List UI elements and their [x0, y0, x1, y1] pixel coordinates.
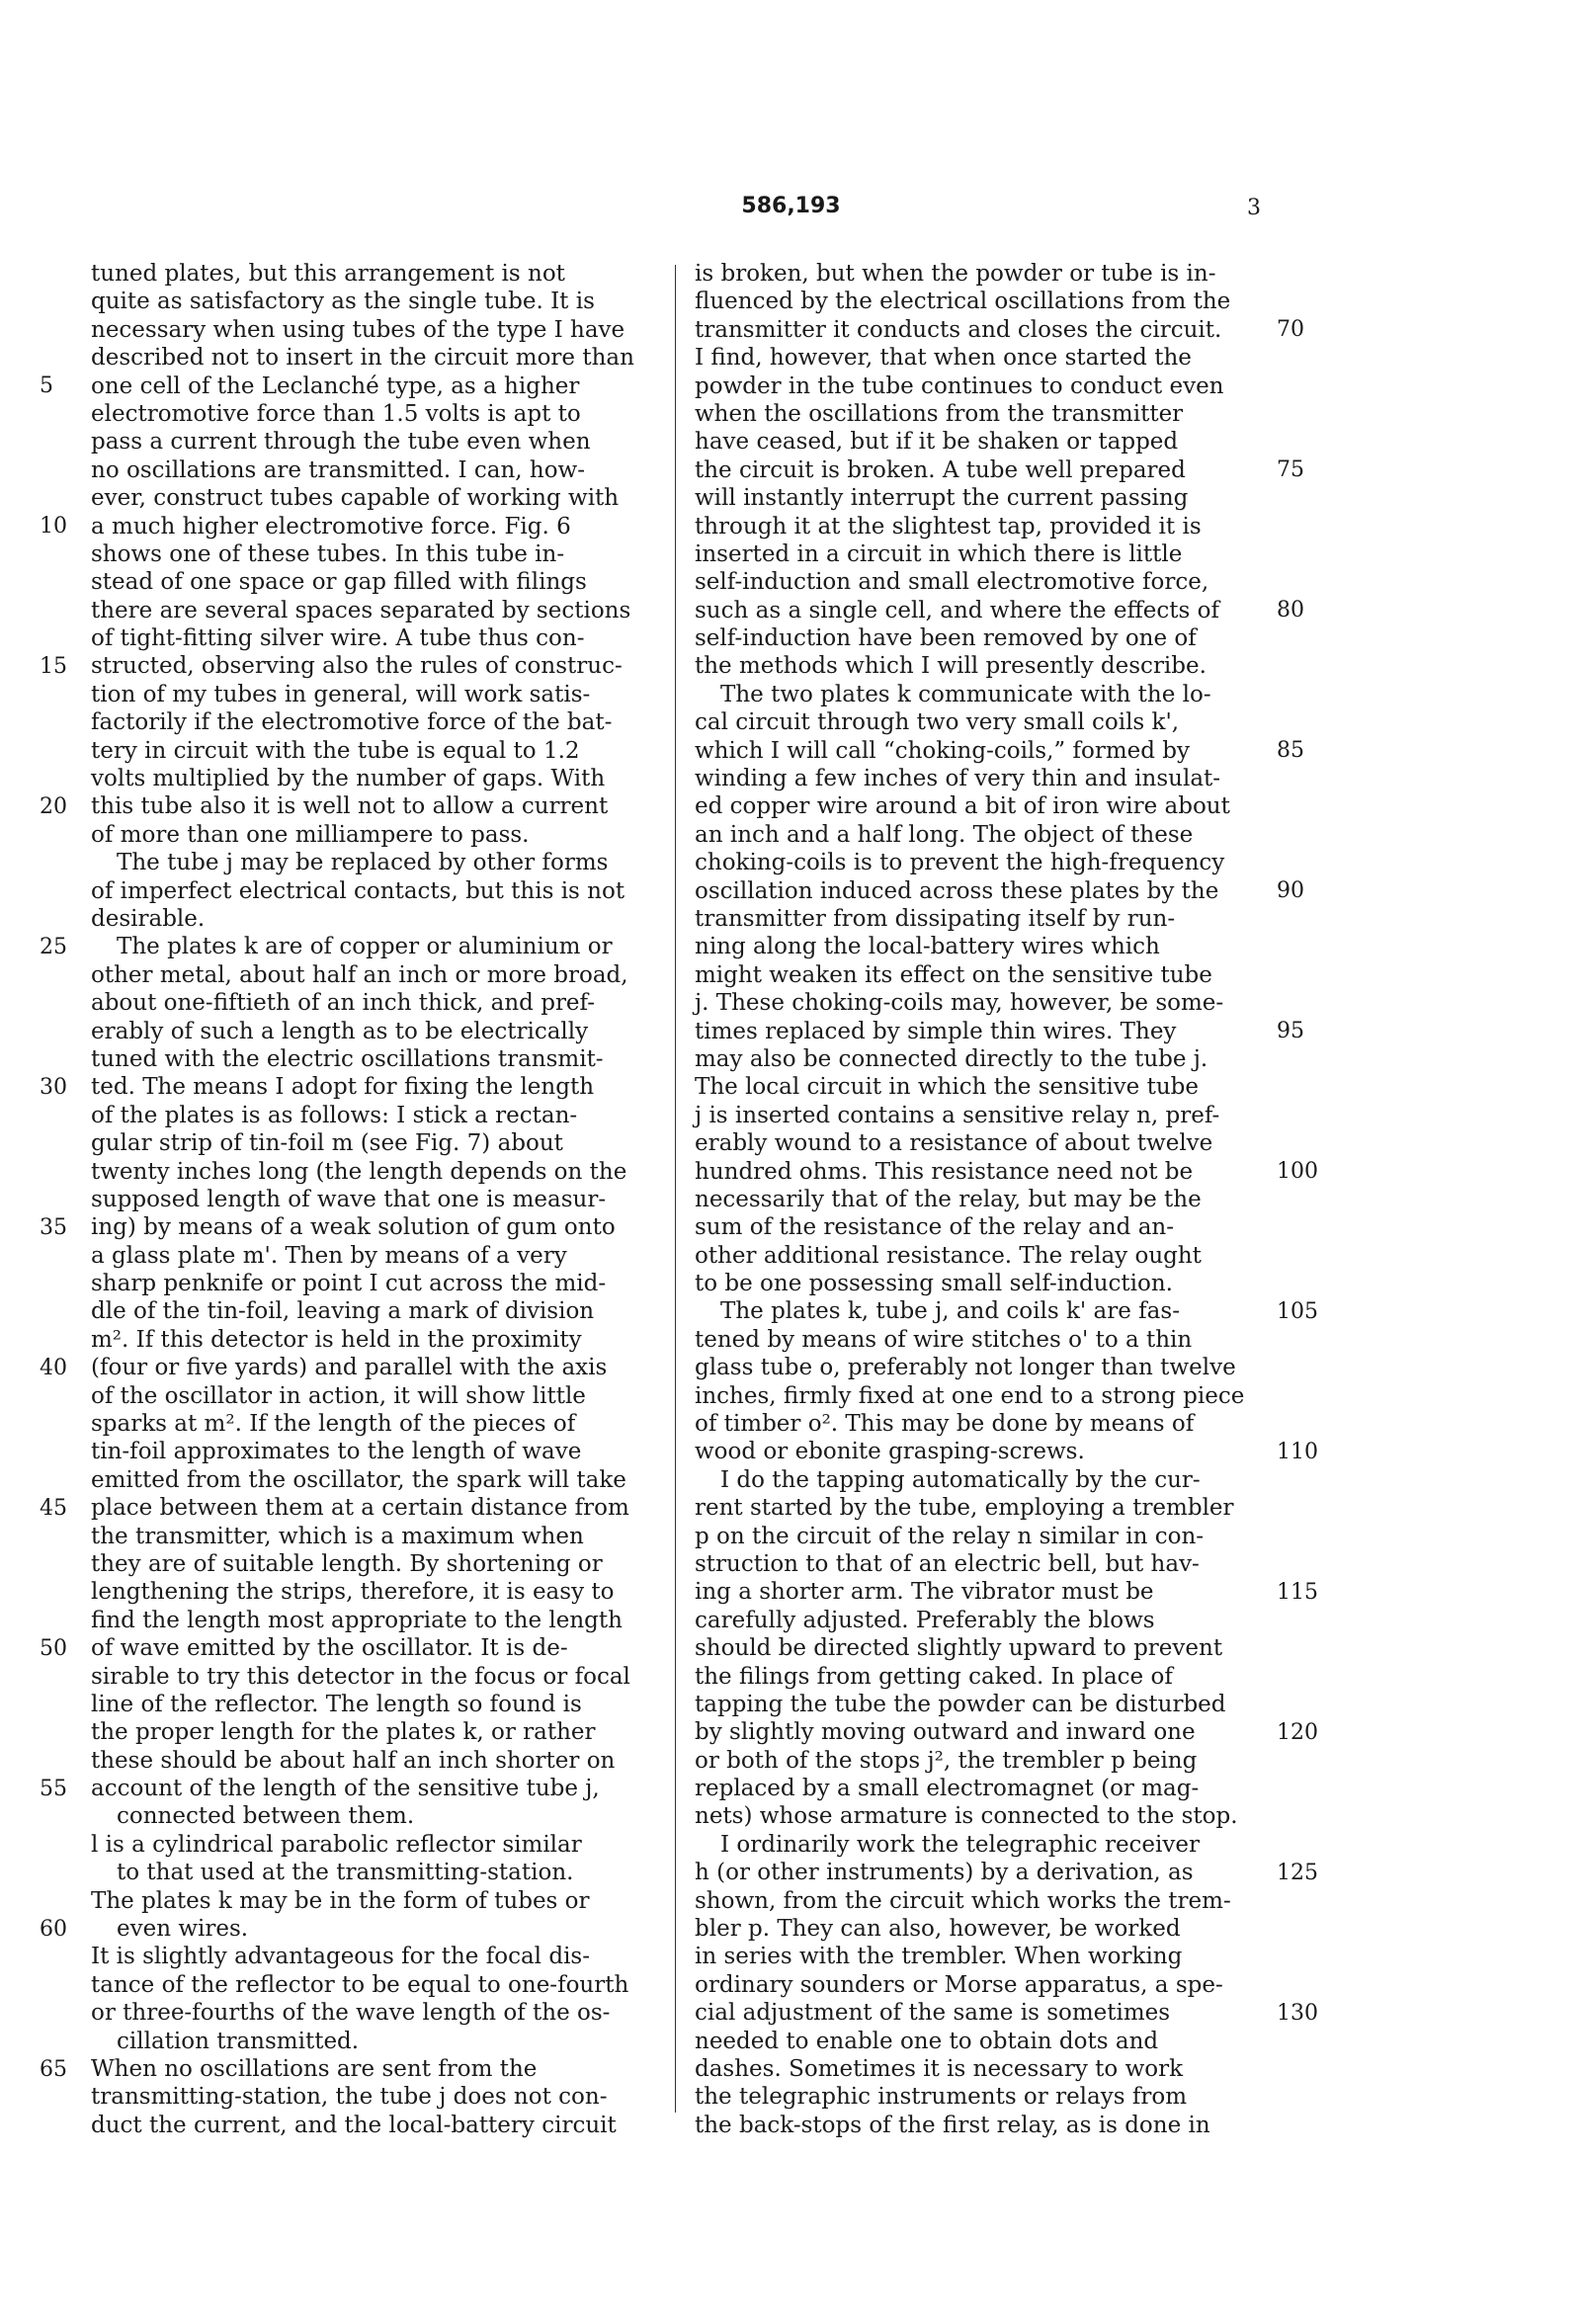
text-line: glass tube o, preferably not longer than twelve — [695, 1355, 1236, 1381]
text-line: the filings from getting caked. In place of — [695, 1663, 1173, 1690]
text-line: carefully adjusted. Preferably the blows — [695, 1607, 1155, 1633]
line-number: 30 — [40, 1074, 67, 1100]
text-line: replaced by a small electromagnet (or mag- — [695, 1776, 1200, 1802]
text-line: of wave emitted by the oscillator. It is de- — [91, 1635, 568, 1662]
text-line: bler p. They can also, however, be worked — [695, 1916, 1181, 1943]
text-line: ordinary sounders or Morse apparatus, a spe- — [695, 1971, 1223, 1998]
line-number: 95 — [1277, 1018, 1304, 1043]
text-line: I find, however, that when once started the — [695, 345, 1192, 372]
text-line: transmitter it conducts and closes the circuit. — [695, 316, 1222, 343]
line-number: 110 — [1277, 1439, 1318, 1464]
line-number: 65 — [40, 2056, 67, 2082]
text-line: shown, from the circuit which works the trem- — [695, 1887, 1231, 1914]
text-line: dashes. Sometimes it is necessary to work — [695, 2056, 1184, 2082]
text-line: The plates k may be in the form of tubes or — [91, 1887, 590, 1914]
text-line: pass a current through the tube even when — [91, 429, 591, 456]
text-line: It is slightly advantageous for the focal dis- — [91, 1944, 591, 1970]
text-line: of the plates is as follows: I stick a rectan- — [91, 1102, 578, 1128]
line-number: 10 — [40, 513, 67, 539]
text-line: there are several spaces separated by sections — [91, 597, 631, 623]
line-number: 130 — [1277, 2000, 1318, 2026]
text-line: about one-fiftieth of an inch thick, and pref- — [91, 990, 596, 1017]
text-line: no oscillations are transmitted. I can, how- — [91, 456, 586, 483]
text-line: sharp penknife or point I cut across the mid- — [91, 1271, 607, 1297]
text-line: I do the tapping automatically by the cur- — [720, 1466, 1201, 1493]
text-line: ed copper wire around a bit of iron wire about — [695, 793, 1230, 820]
text-line: tened by means of wire stitches o' to a thin — [695, 1326, 1193, 1353]
line-number: 70 — [1277, 316, 1304, 342]
text-line: tuned with the electric oscillations transmit- — [91, 1045, 604, 1072]
text-line: quite as satisfactory as the single tube. It is — [91, 289, 595, 315]
text-line: to that used at the transmitting-station. — [117, 1860, 574, 1886]
text-line: an inch and a half long. The object of these — [695, 821, 1194, 848]
text-line: erably wound to a resistance of about twelve — [695, 1130, 1213, 1157]
text-line: fluenced by the electrical oscillations from the — [695, 289, 1231, 315]
text-line: (four or five yards) and parallel with the axis — [91, 1355, 608, 1381]
text-line: stead of one space or gap filled with filings — [91, 569, 587, 596]
text-line: oscillation induced across these plates by the — [695, 877, 1219, 904]
line-number: 100 — [1277, 1158, 1318, 1184]
text-line: supposed length of wave that one is measur- — [91, 1186, 607, 1212]
text-line: tuned plates, but this arrangement is not — [91, 261, 565, 287]
line-number: 15 — [40, 653, 67, 679]
text-line: or both of the stops j², the trembler p being — [695, 1747, 1198, 1774]
text-line: m². If this detector is held in the proximity — [91, 1326, 582, 1353]
text-line: is broken, but when the powder or tube is in- — [695, 261, 1216, 287]
column-divider — [675, 265, 676, 2113]
text-line: sirable to try this detector in the focus or focal — [91, 1663, 630, 1690]
line-number: 60 — [40, 1916, 67, 1942]
text-line: nets) whose armature is connected to the stop. — [695, 1803, 1238, 1830]
text-line: The plates k are of copper or aluminium or — [117, 934, 613, 960]
line-number: 115 — [1277, 1579, 1318, 1605]
text-line: tance of the reflector to be equal to one-fourth — [91, 1971, 629, 1998]
text-line: dle of the tin-foil, leaving a mark of division — [91, 1298, 595, 1325]
text-line: tin-foil approximates to the length of wave — [91, 1439, 582, 1465]
text-line: p on the circuit of the relay n similar in con- — [695, 1523, 1205, 1549]
line-number: 50 — [40, 1635, 67, 1661]
text-line: gular strip of tin-foil m (see Fig. 7) about — [91, 1130, 563, 1157]
text-line: l is a cylindrical parabolic reflector similar — [91, 1831, 582, 1858]
text-line: duct the current, and the local-battery circuit — [91, 2112, 617, 2138]
text-line: wood or ebonite grasping-screws. — [695, 1439, 1085, 1465]
text-line: ning along the local-battery wires which — [695, 934, 1160, 960]
text-line: they are of suitable length. By shortening or — [91, 1550, 603, 1577]
text-line: which I will call “choking-coils,” formed by — [695, 737, 1190, 764]
text-line: shows one of these tubes. In this tube in- — [91, 540, 565, 567]
text-line: should be directed slightly upward to prevent — [695, 1635, 1223, 1662]
text-line: h (or other instruments) by a derivation, as — [695, 1860, 1194, 1886]
text-line: ever, construct tubes capable of working with — [91, 485, 620, 512]
text-line: when the oscillations from the transmitter — [695, 400, 1184, 427]
text-line: the transmitter, which is a maximum when — [91, 1523, 584, 1549]
text-line: necessary when using tubes of the type I have — [91, 316, 625, 343]
text-line: erably of such a length as to be electrically — [91, 1018, 589, 1044]
text-line: in series with the trembler. When working — [695, 1944, 1183, 1970]
text-line: tapping the tube the powder can be disturbed — [695, 1691, 1226, 1717]
text-line: of more than one milliampere to pass. — [91, 821, 530, 848]
text-line: struction to that of an electric bell, but hav- — [695, 1550, 1200, 1577]
line-number: 80 — [1277, 597, 1304, 622]
text-line: tery in circuit with the tube is equal to 1.2 — [91, 737, 580, 764]
text-line: described not to insert in the circuit more than — [91, 345, 634, 372]
text-line: needed to enable one to obtain dots and — [695, 2028, 1159, 2054]
text-line: cal circuit through two very small coils k', — [695, 709, 1180, 736]
text-line: of the oscillator in action, it will show little — [91, 1382, 586, 1409]
text-line: of timber o². This may be done by means of — [695, 1411, 1195, 1438]
text-line: lengthening the strips, therefore, it is easy to — [91, 1579, 615, 1606]
line-number: 5 — [40, 373, 53, 398]
text-line: times replaced by simple thin wires. They — [695, 1018, 1177, 1044]
left-column — [91, 260, 674, 2139]
text-line: self-induction and small electromotive force, — [695, 569, 1209, 596]
text-line: inches, firmly fixed at one end to a strong piece — [695, 1382, 1245, 1409]
text-line: transmitter from dissipating itself by run- — [695, 905, 1176, 932]
line-number: 20 — [40, 793, 67, 819]
text-line: have ceased, but if it be shaken or tapped — [695, 429, 1179, 456]
text-line: choking-coils is to prevent the high-frequency — [695, 850, 1225, 876]
text-line: ted. The means I adopt for fixing the length — [91, 1074, 595, 1101]
text-line: factorily if the electromotive force of the bat- — [91, 709, 613, 736]
text-line: When no oscillations are sent from the — [91, 2056, 538, 2082]
text-line: the circuit is broken. A tube well prepared — [695, 456, 1186, 483]
text-line: ing) by means of a weak solution of gum onto — [91, 1214, 616, 1241]
text-line: twenty inches long (the length depends on the — [91, 1158, 627, 1185]
line-number: 120 — [1277, 1719, 1318, 1745]
text-line: cial adjustment of the same is sometimes — [695, 2000, 1171, 2027]
line-number: 40 — [40, 1355, 67, 1380]
text-line: electromotive force than 1.5 volts is apt to — [91, 400, 581, 427]
text-line: ing a shorter arm. The vibrator must be — [695, 1579, 1154, 1606]
text-line: the telegraphic instruments or relays from — [695, 2084, 1188, 2111]
text-line: volts multiplied by the number of gaps. With — [91, 766, 606, 792]
text-line: find the length most appropriate to the length — [91, 1607, 623, 1633]
text-line: a glass plate m'. Then by means of a very — [91, 1242, 567, 1269]
text-line: other metal, about half an inch or more broad, — [91, 961, 628, 988]
text-line: account of the length of the sensitive tube j, — [91, 1776, 600, 1802]
line-number: 25 — [40, 934, 67, 959]
text-line: the methods which I will presently describe. — [695, 653, 1207, 680]
patent-number: 586,193 — [741, 194, 841, 218]
text-line: sum of the resistance of the relay and an- — [695, 1214, 1175, 1241]
text-line: a much higher electromotive force. Fig. 6 — [91, 513, 571, 540]
text-line: by slightly moving outward and inward one — [695, 1719, 1196, 1746]
line-number: 35 — [40, 1214, 67, 1240]
text-line: connected between them. — [117, 1803, 415, 1830]
text-line: The plates k, tube j, and coils k' are fas- — [720, 1298, 1180, 1325]
text-line: these should be about half an inch shorter on — [91, 1747, 616, 1774]
text-line: one cell of the Leclanché type, as a higher — [91, 373, 580, 399]
text-line: of imperfect electrical contacts, but this is not — [91, 877, 625, 904]
text-line: necessarily that of the relay, but may be the — [695, 1186, 1202, 1212]
text-line: emitted from the oscillator, the spark will take — [91, 1466, 626, 1493]
page-number: 3 — [1247, 196, 1261, 220]
line-number: 45 — [40, 1495, 67, 1521]
text-line: transmitting-station, the tube j does not con- — [91, 2084, 608, 2111]
text-line: cillation transmitted. — [117, 2028, 360, 2054]
text-line: The two plates k communicate with the lo- — [720, 681, 1211, 707]
text-line: even wires. — [117, 1916, 249, 1943]
text-line: tion of my tubes in general, will work satis- — [91, 681, 591, 707]
text-line: such as a single cell, and where the effects of — [695, 597, 1219, 623]
text-line: powder in the tube continues to conduct even — [695, 373, 1224, 399]
text-line: line of the reflector. The length so found is — [91, 1691, 582, 1717]
text-line: this tube also it is well not to allow a current — [91, 793, 609, 820]
text-line: sparks at m². If the length of the pieces of — [91, 1411, 576, 1438]
text-line: through it at the slightest tap, provided it is — [695, 513, 1202, 540]
text-line: structed, observing also the rules of construc- — [91, 653, 623, 680]
text-line: The local circuit in which the sensitive tube — [695, 1074, 1199, 1101]
text-line: j. These choking-coils may, however, be some- — [695, 990, 1224, 1017]
line-number: 75 — [1277, 456, 1304, 482]
text-line: may also be connected directly to the tube j. — [695, 1045, 1208, 1072]
text-line: place between them at a certain distance from — [91, 1495, 629, 1522]
text-line: inserted in a circuit in which there is little — [695, 540, 1183, 567]
text-line: might weaken its effect on the sensitive tube — [695, 961, 1212, 988]
text-line: the back-stops of the first relay, as is done in — [695, 2112, 1210, 2138]
text-line: hundred ohms. This resistance need not be — [695, 1158, 1194, 1185]
line-number: 55 — [40, 1776, 67, 1801]
line-number: 105 — [1277, 1298, 1318, 1324]
text-line: other additional resistance. The relay ought — [695, 1242, 1202, 1269]
text-line: of tight-fitting silver wire. A tube thus con- — [91, 625, 585, 652]
text-line: I ordinarily work the telegraphic receiver — [720, 1831, 1200, 1858]
line-number: 125 — [1277, 1860, 1318, 1885]
line-number: 85 — [1277, 737, 1304, 763]
text-line: j is inserted contains a sensitive relay n, pref- — [695, 1102, 1220, 1128]
text-line: the proper length for the plates k, or rather — [91, 1719, 596, 1746]
text-line: winding a few inches of very thin and insulat- — [695, 766, 1221, 792]
text-line: The tube j may be replaced by other forms — [117, 850, 609, 876]
text-line: or three-fourths of the wave length of the os- — [91, 2000, 611, 2027]
right-column — [695, 260, 1278, 2139]
text-line: self-induction have been removed by one of — [695, 625, 1197, 652]
line-number: 90 — [1277, 877, 1304, 903]
text-line: desirable. — [91, 905, 206, 932]
text-line: will instantly interrupt the current passing — [695, 485, 1189, 512]
text-line: to be one possessing small self-induction. — [695, 1271, 1173, 1297]
text-line: rent started by the tube, employing a trembler — [695, 1495, 1234, 1522]
